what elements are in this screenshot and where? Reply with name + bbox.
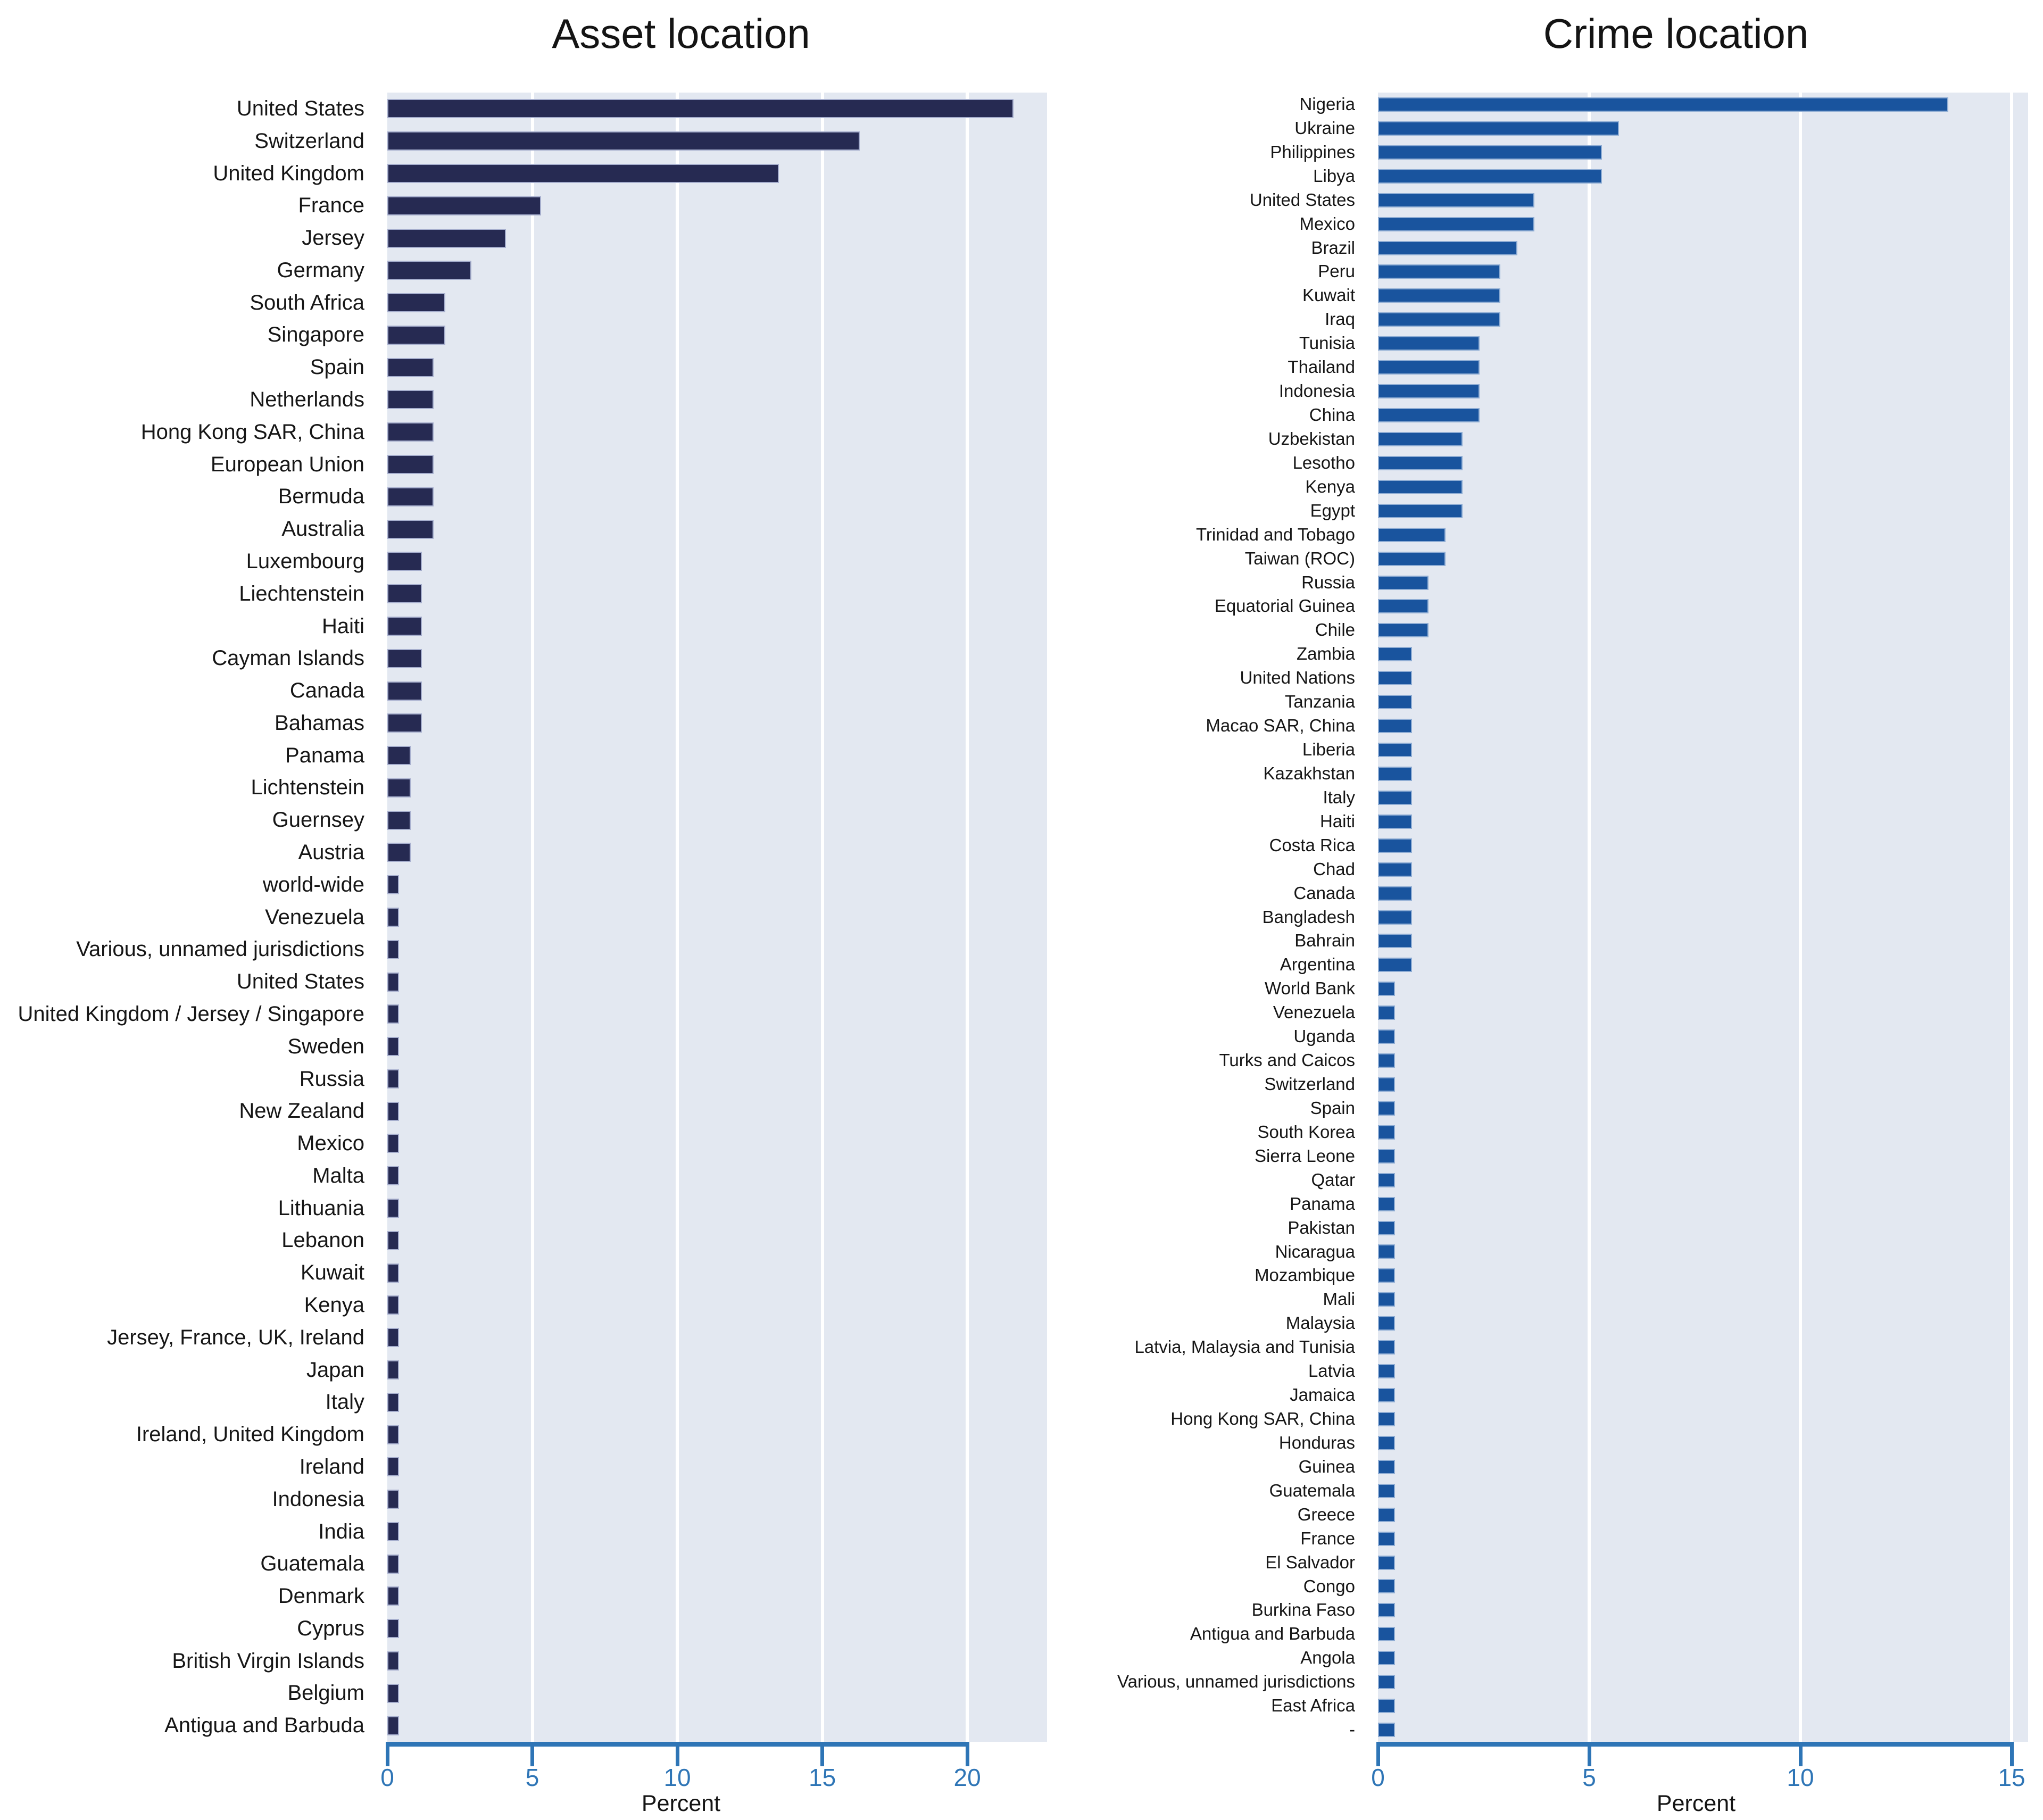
x-axis-title: Percent — [1656, 1791, 1736, 1816]
bar — [1378, 1221, 1395, 1235]
bar — [1378, 121, 1619, 136]
category-label: Sierra Leone — [1255, 1145, 1355, 1166]
bar — [387, 1328, 399, 1347]
category-label: British Virgin Islands — [172, 1649, 364, 1673]
category-label: Kazakhstan — [1263, 763, 1355, 783]
bar — [1378, 217, 1534, 231]
bar — [1378, 1316, 1395, 1331]
category-label: Antigua and Barbuda — [1190, 1624, 1355, 1644]
category-label: East Africa — [1271, 1696, 1355, 1716]
bar — [387, 196, 541, 215]
bar — [1378, 1436, 1395, 1450]
category-label: United Kingdom / Jersey / Singapore — [18, 1002, 364, 1026]
bar — [387, 1069, 399, 1088]
x-tick-label: 5 — [525, 1764, 539, 1791]
bar — [1378, 145, 1602, 160]
category-label: Nigeria — [1299, 94, 1355, 114]
category-label: Uzbekistan — [1268, 428, 1355, 448]
bar — [387, 1199, 399, 1218]
category-label: Various, unnamed jurisdictions — [1117, 1672, 1355, 1692]
bar — [1378, 815, 1412, 829]
category-label: Thailand — [1288, 357, 1355, 377]
x-tick-label: 20 — [953, 1764, 981, 1791]
bar — [1378, 623, 1429, 637]
bar — [1378, 1603, 1395, 1617]
gridline — [966, 93, 969, 1742]
bar — [1378, 360, 1480, 375]
category-label: Russia — [299, 1067, 364, 1091]
category-label: France — [1300, 1528, 1355, 1548]
category-label: Latvia — [1308, 1361, 1355, 1381]
bar — [387, 487, 434, 506]
bar — [1378, 97, 1948, 112]
bar — [1378, 193, 1534, 207]
category-label: Equatorial Guinea — [1214, 596, 1355, 616]
category-label: Chile — [1315, 620, 1355, 640]
bar — [1378, 1627, 1395, 1641]
x-axis-line — [1378, 1742, 2013, 1747]
bar — [1378, 336, 1480, 351]
bar — [387, 99, 1014, 118]
category-label: Peru — [1318, 261, 1355, 281]
category-label: Guatemala — [260, 1552, 364, 1576]
category-label: Lithuania — [278, 1196, 364, 1220]
category-label: Nicaragua — [1275, 1241, 1355, 1261]
category-label: Sweden — [287, 1034, 364, 1058]
bar — [1378, 1197, 1395, 1211]
bar — [1378, 1244, 1395, 1259]
category-label: Ukraine — [1294, 118, 1355, 138]
category-label: Bangladesh — [1262, 907, 1355, 927]
category-label: Burkina Faso — [1251, 1600, 1355, 1620]
category-label: South Korea — [1257, 1121, 1355, 1142]
bar — [1378, 1579, 1395, 1593]
bar — [387, 293, 445, 312]
bar — [1378, 384, 1480, 398]
category-label: United States — [236, 970, 364, 994]
category-label: Greece — [1297, 1504, 1355, 1524]
bar — [387, 682, 422, 701]
bar — [1378, 1651, 1395, 1665]
category-label: China — [1309, 405, 1355, 425]
category-label: Cayman Islands — [212, 646, 364, 670]
bar — [1378, 671, 1412, 685]
bar — [387, 1166, 399, 1185]
category-label: Mozambique — [1255, 1265, 1355, 1285]
category-label: world-wide — [262, 872, 364, 896]
category-label: France — [298, 194, 364, 218]
bar — [1378, 886, 1412, 901]
bar — [387, 552, 422, 571]
bar — [1378, 1412, 1395, 1426]
bar — [387, 229, 506, 248]
bar — [1378, 480, 1463, 494]
bar — [1378, 1484, 1395, 1498]
x-tick-label: 10 — [1787, 1764, 1814, 1791]
bar — [1378, 1053, 1395, 1068]
category-label: Egypt — [1310, 500, 1355, 520]
bar — [387, 1457, 399, 1476]
category-label: European Union — [210, 452, 364, 476]
bar — [387, 358, 434, 377]
category-label: Turks and Caicos — [1219, 1050, 1355, 1070]
bar — [387, 1586, 399, 1606]
category-label: Ireland — [299, 1455, 364, 1478]
category-label: Antigua and Barbuda — [164, 1714, 364, 1738]
bar — [387, 617, 422, 636]
bar — [1378, 1675, 1395, 1689]
bar — [387, 713, 422, 733]
category-label: Venezuela — [265, 905, 364, 929]
category-label: Russia — [1301, 572, 1355, 592]
bar — [1378, 528, 1446, 542]
category-label: United Kingdom — [213, 161, 364, 185]
bar — [387, 326, 445, 345]
category-label: Luxembourg — [246, 549, 364, 573]
bar — [1378, 264, 1500, 279]
category-label: Haiti — [1319, 811, 1355, 831]
category-label: Latvia, Malaysia and Tunisia — [1134, 1337, 1355, 1357]
category-label: Trinidad and Tobago — [1195, 524, 1355, 544]
bar — [387, 1264, 399, 1283]
category-label: Denmark — [278, 1584, 364, 1608]
category-label: Jamaica — [1290, 1385, 1355, 1405]
bar — [1378, 1077, 1395, 1092]
category-label: Kenya — [1305, 476, 1355, 496]
category-label: Costa Rica — [1269, 835, 1355, 855]
category-label: Zambia — [1296, 644, 1355, 664]
gridline — [1799, 93, 1802, 1742]
bar — [387, 1037, 399, 1056]
bar — [387, 131, 860, 151]
bar — [387, 1231, 399, 1250]
category-label: Liberia — [1302, 739, 1355, 760]
chart-title: Asset location — [552, 10, 810, 57]
bar — [387, 973, 399, 992]
bar — [387, 1684, 399, 1703]
bar — [387, 1004, 399, 1024]
bar — [1378, 1173, 1395, 1187]
category-label: Chad — [1313, 859, 1355, 879]
category-label: Bermuda — [278, 485, 364, 509]
category-label: Switzerland — [254, 129, 364, 153]
category-label: Taiwan (ROC) — [1244, 548, 1355, 568]
bar — [387, 940, 399, 959]
gridline — [2010, 93, 2013, 1742]
category-label: United Nations — [1240, 668, 1355, 688]
category-label: Haiti — [321, 614, 364, 638]
category-label: United States — [236, 97, 364, 120]
category-label: Hong Kong SAR, China — [140, 420, 364, 444]
bar — [387, 520, 434, 539]
category-label: Libya — [1313, 165, 1355, 186]
category-label: Venezuela — [1273, 1002, 1355, 1023]
category-label: Philippines — [1270, 142, 1355, 162]
category-label: Guinea — [1298, 1456, 1355, 1476]
category-label: Switzerland — [1264, 1074, 1355, 1094]
category-label: Tanzania — [1284, 692, 1355, 712]
bar — [1378, 241, 1517, 255]
bar — [387, 746, 411, 765]
category-label: Guatemala — [1269, 1480, 1355, 1500]
category-label: Germany — [277, 258, 364, 282]
category-label: Bahamas — [275, 711, 364, 735]
category-label: Honduras — [1278, 1432, 1355, 1452]
category-label: Japan — [306, 1358, 364, 1382]
bar — [387, 1555, 399, 1574]
category-label: World Bank — [1265, 978, 1355, 999]
bar — [1378, 1460, 1395, 1474]
category-label: - — [1349, 1719, 1355, 1740]
category-label: Uganda — [1293, 1026, 1355, 1046]
bar — [387, 1716, 399, 1735]
bar — [1378, 1292, 1395, 1307]
bar — [387, 1490, 399, 1509]
bar — [387, 843, 411, 862]
category-label: Panama — [1290, 1193, 1355, 1214]
category-label: Lichtenstein — [251, 776, 364, 800]
x-tick-label: 15 — [1998, 1764, 2025, 1791]
category-label: Liechtenstein — [239, 581, 364, 605]
category-label: Argentina — [1280, 954, 1355, 975]
bar — [1378, 1388, 1395, 1402]
x-tick-label: 5 — [1582, 1764, 1596, 1791]
bar — [387, 584, 422, 603]
category-label: Congo — [1303, 1576, 1355, 1596]
bar — [387, 1651, 399, 1671]
bar — [1378, 1005, 1395, 1020]
category-label: Ireland, United Kingdom — [136, 1423, 364, 1447]
bar — [1378, 504, 1463, 518]
category-label: Malaysia — [1285, 1313, 1355, 1333]
bar — [1378, 743, 1412, 757]
category-label: India — [318, 1519, 364, 1543]
gridline — [1588, 93, 1591, 1742]
category-label: Macao SAR, China — [1206, 716, 1355, 736]
bar — [1378, 1149, 1395, 1164]
bar — [1378, 432, 1463, 446]
bar — [387, 875, 399, 894]
category-label: South Africa — [250, 290, 364, 314]
category-label: Jersey — [302, 226, 364, 250]
bar — [1378, 982, 1395, 996]
bar — [1378, 576, 1429, 590]
category-label: Mali — [1323, 1289, 1355, 1309]
category-label: Mexico — [297, 1132, 364, 1156]
category-label: Cyprus — [297, 1616, 364, 1640]
bar — [387, 1102, 399, 1121]
x-axis-title: Percent — [641, 1791, 721, 1816]
bar — [1378, 599, 1429, 613]
gridline — [821, 93, 824, 1742]
bar — [1378, 791, 1412, 805]
category-label: Hong Kong SAR, China — [1170, 1409, 1355, 1428]
bar — [1378, 719, 1412, 733]
bar — [1378, 1029, 1395, 1044]
category-label: Pakistan — [1288, 1217, 1355, 1237]
category-label: Austria — [298, 841, 364, 865]
bar — [1378, 1268, 1395, 1283]
bar — [1378, 767, 1412, 781]
category-label: Various, unnamed jurisdictions — [76, 937, 364, 961]
bar — [387, 455, 434, 474]
category-label: Indonesia — [272, 1487, 364, 1511]
bar — [387, 1393, 399, 1412]
bar — [387, 261, 471, 280]
bar — [387, 1522, 399, 1541]
x-tick-label: 0 — [1371, 1764, 1385, 1791]
bar — [1378, 1340, 1395, 1354]
bar — [1378, 958, 1412, 972]
bar — [387, 390, 434, 409]
bar — [387, 908, 399, 927]
bar — [1378, 695, 1412, 709]
bar — [1378, 910, 1412, 925]
bar — [1378, 312, 1500, 327]
category-label: Malta — [312, 1164, 364, 1187]
bar — [1378, 647, 1412, 661]
category-label: Canada — [1293, 883, 1355, 903]
bar — [1378, 1101, 1395, 1116]
bar — [1378, 1508, 1395, 1522]
category-label: Italy — [325, 1390, 364, 1414]
category-label: Spain — [310, 355, 364, 379]
bar — [1378, 169, 1602, 184]
category-label: Tunisia — [1299, 333, 1355, 353]
bar — [387, 1425, 399, 1444]
category-label: Australia — [281, 517, 364, 541]
category-label: Brazil — [1311, 237, 1355, 257]
bar — [387, 164, 779, 183]
bar — [387, 649, 422, 668]
category-label: Lebanon — [281, 1228, 364, 1252]
bar — [1378, 288, 1500, 303]
x-tick-label: 15 — [808, 1764, 836, 1791]
bar — [1378, 456, 1463, 470]
bar — [387, 778, 411, 797]
category-label: Iraq — [1325, 309, 1355, 329]
category-label: Guernsey — [272, 808, 364, 832]
category-label: Mexico — [1299, 213, 1355, 234]
category-label: El Salvador — [1265, 1552, 1355, 1572]
category-label: Jersey, France, UK, Ireland — [107, 1325, 364, 1349]
category-label: Italy — [1323, 787, 1355, 807]
bar — [387, 1360, 399, 1379]
category-label: Bahrain — [1294, 930, 1355, 951]
category-label: Spain — [1310, 1098, 1355, 1118]
category-label: Netherlands — [250, 388, 364, 412]
bar — [1378, 1364, 1395, 1378]
category-label: Belgium — [287, 1681, 364, 1705]
bar — [387, 1619, 399, 1638]
category-label: Qatar — [1311, 1169, 1355, 1190]
bar — [1378, 552, 1446, 566]
category-label: Kuwait — [1302, 285, 1355, 305]
category-label: Angola — [1300, 1648, 1355, 1668]
bar — [1378, 1699, 1395, 1713]
bar — [387, 811, 411, 830]
bar — [1378, 934, 1412, 948]
bar — [1378, 1556, 1395, 1570]
category-label: United States — [1249, 189, 1355, 210]
category-label: Indonesia — [1278, 381, 1355, 401]
chart-title: Crime location — [1543, 10, 1809, 57]
bar — [387, 1295, 399, 1315]
gridline — [676, 93, 679, 1742]
category-label: Kenya — [304, 1293, 364, 1317]
bar — [1378, 1723, 1395, 1737]
category-label: Panama — [285, 743, 364, 767]
category-label: Lesotho — [1292, 452, 1355, 472]
bar — [387, 1134, 399, 1153]
category-label: Singapore — [267, 323, 364, 347]
bar — [1378, 862, 1412, 877]
bar — [1378, 1532, 1395, 1546]
bar — [387, 422, 434, 442]
x-tick-label: 0 — [380, 1764, 394, 1791]
x-tick-label: 10 — [663, 1764, 691, 1791]
category-label: Kuwait — [300, 1261, 364, 1285]
bar — [1378, 838, 1412, 853]
gridline — [531, 93, 534, 1742]
category-label: Canada — [289, 679, 364, 703]
bar — [1378, 1125, 1395, 1140]
category-label: New Zealand — [239, 1099, 364, 1123]
bar — [1378, 408, 1480, 422]
